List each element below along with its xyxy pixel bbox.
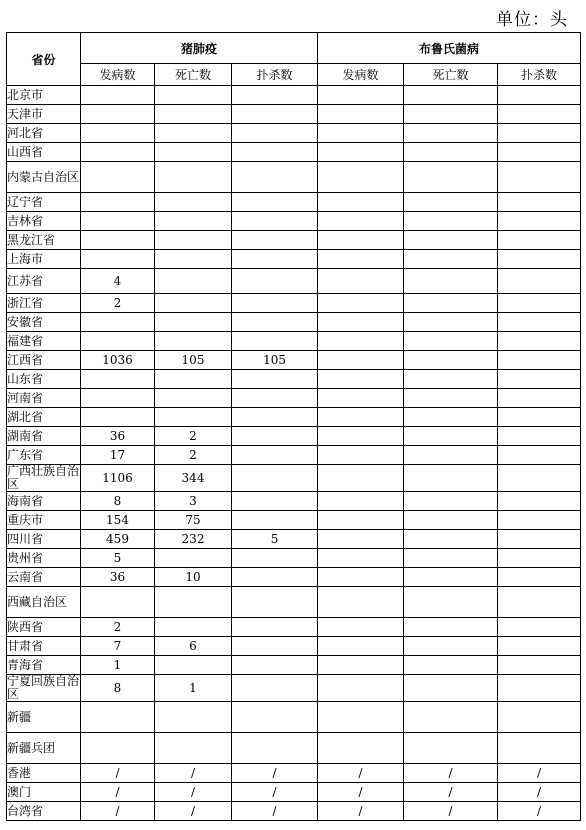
value-cell [155,143,232,162]
value-cell [81,408,155,427]
value-cell [81,313,155,332]
value-cell [498,733,581,764]
value-cell [318,702,404,733]
value-cell [498,656,581,675]
value-cell [498,231,581,250]
province-cell: 河南省 [7,389,81,408]
value-cell [498,193,581,212]
value-cell [318,332,404,351]
value-cell [81,231,155,250]
value-cell [155,86,232,105]
value-cell [318,124,404,143]
value-cell [498,446,581,465]
value-cell [498,162,581,193]
value-cell [81,143,155,162]
province-cell: 湖南省 [7,427,81,446]
table-row [7,332,581,351]
value-cell [232,332,318,351]
province-cell: 内蒙古自治区 [7,162,81,193]
value-cell: / [404,802,498,821]
table-row [7,465,581,492]
value-cell [318,637,404,656]
value-cell [318,162,404,193]
column-header: 死亡数 [404,64,498,86]
value-cell [318,193,404,212]
value-cell [318,446,404,465]
value-cell [155,162,232,193]
value-cell [232,408,318,427]
value-cell [232,162,318,193]
value-cell [318,231,404,250]
value-cell [404,530,498,549]
value-cell [155,370,232,389]
value-cell [404,193,498,212]
value-cell [155,389,232,408]
value-cell [498,143,581,162]
table-row [7,530,581,549]
group-header-swine-pasteurellosis: 猪肺疫 [81,33,318,64]
province-cell: 湖北省 [7,408,81,427]
value-cell [81,162,155,193]
province-cell: 陕西省 [7,618,81,637]
province-cell: 广东省 [7,446,81,465]
value-cell [155,231,232,250]
value-cell: / [155,783,232,802]
value-cell [404,370,498,389]
value-cell [232,250,318,269]
unit-label: 单位：头 [496,10,568,30]
province-cell: 江苏省 [7,269,81,294]
value-cell [498,675,581,702]
table-row [7,446,581,465]
value-cell [318,618,404,637]
value-cell: 2 [81,618,155,637]
value-cell: / [318,783,404,802]
value-cell [404,549,498,568]
value-cell [232,313,318,332]
value-cell [498,269,581,294]
value-cell: 105 [155,351,232,370]
value-cell [155,250,232,269]
province-cell: 台湾省 [7,802,81,821]
value-cell [318,408,404,427]
value-cell: 10 [155,568,232,587]
value-cell [232,269,318,294]
value-cell [498,332,581,351]
value-cell [318,269,404,294]
value-cell [498,568,581,587]
province-cell: 澳门 [7,783,81,802]
province-cell: 浙江省 [7,294,81,313]
value-cell [81,370,155,389]
province-cell: 山东省 [7,370,81,389]
table-row [7,492,581,511]
value-cell [404,511,498,530]
value-cell [232,675,318,702]
column-header: 死亡数 [155,64,232,86]
value-cell [232,702,318,733]
value-cell: 459 [81,530,155,549]
value-cell [232,370,318,389]
value-cell [498,549,581,568]
value-cell: 36 [81,568,155,587]
value-cell [404,492,498,511]
value-cell [155,702,232,733]
value-cell [318,549,404,568]
value-cell [318,143,404,162]
province-cell: 天津市 [7,105,81,124]
province-cell: 香港 [7,764,81,783]
value-cell [404,86,498,105]
value-cell [404,637,498,656]
value-cell: 36 [81,427,155,446]
value-cell [155,124,232,143]
value-cell [318,733,404,764]
value-cell [232,212,318,231]
value-cell [318,427,404,446]
value-cell [498,587,581,618]
value-cell: 6 [155,637,232,656]
table-row [7,802,581,821]
value-cell: 1 [155,675,232,702]
value-cell [498,351,581,370]
value-cell [404,465,498,492]
province-header: 省份 [7,33,81,86]
value-cell [318,351,404,370]
value-cell: / [498,802,581,821]
value-cell [81,332,155,351]
value-cell [155,294,232,313]
value-cell [498,389,581,408]
province-cell: 河北省 [7,124,81,143]
province-cell: 四川省 [7,530,81,549]
value-cell: / [498,764,581,783]
province-cell: 海南省 [7,492,81,511]
value-cell [318,568,404,587]
value-cell [155,587,232,618]
value-cell: 105 [232,351,318,370]
province-cell: 辽宁省 [7,193,81,212]
value-cell [232,637,318,656]
table-row [7,250,581,269]
table-row [7,637,581,656]
value-cell [232,465,318,492]
value-cell [318,465,404,492]
table-row [7,427,581,446]
province-cell: 新疆兵团 [7,733,81,764]
table-row [7,702,581,733]
value-cell [155,656,232,675]
table-row [7,162,581,193]
table-row [7,389,581,408]
value-cell [232,143,318,162]
table-row [7,587,581,618]
value-cell [404,143,498,162]
value-cell [498,530,581,549]
value-cell [404,587,498,618]
value-cell [404,294,498,313]
value-cell [155,408,232,427]
table-row [7,549,581,568]
value-cell: 2 [155,427,232,446]
value-cell: / [81,764,155,783]
value-cell [232,124,318,143]
value-cell [318,656,404,675]
value-cell [155,269,232,294]
table-row [7,124,581,143]
value-cell [404,269,498,294]
province-cell: 北京市 [7,86,81,105]
value-cell: 8 [81,675,155,702]
value-cell [498,212,581,231]
value-cell: 232 [155,530,232,549]
value-cell [155,212,232,231]
value-cell [404,105,498,124]
value-cell [498,427,581,446]
value-cell [404,733,498,764]
value-cell [81,733,155,764]
province-cell: 云南省 [7,568,81,587]
value-cell: 1 [81,656,155,675]
value-cell [232,105,318,124]
table-row [7,231,581,250]
value-cell [155,313,232,332]
value-cell [498,618,581,637]
value-cell [404,656,498,675]
value-cell [404,250,498,269]
value-cell [404,313,498,332]
value-cell: / [232,764,318,783]
table-row [7,269,581,294]
value-cell: / [404,764,498,783]
value-cell [404,618,498,637]
table-row [7,212,581,231]
province-cell: 广西壮族自治区 [7,464,80,491]
value-cell [232,294,318,313]
value-cell [232,427,318,446]
value-cell [232,587,318,618]
province-cell: 新疆 [7,702,81,733]
value-cell [404,231,498,250]
province-cell: 重庆市 [7,511,81,530]
value-cell [498,313,581,332]
province-cell: 福建省 [7,332,81,351]
column-header: 扑杀数 [498,64,581,86]
value-cell: 344 [155,465,232,492]
value-cell: / [81,783,155,802]
value-cell [81,105,155,124]
value-cell [318,492,404,511]
table-body [7,86,581,821]
value-cell [404,427,498,446]
value-cell [81,250,155,269]
province-cell: 江西省 [7,351,81,370]
table-row [7,86,581,105]
province-cell: 吉林省 [7,212,81,231]
group-header-brucellosis: 布鲁氏菌病 [318,33,581,64]
value-cell [318,587,404,618]
province-cell: 黑龙江省 [7,231,81,250]
value-cell [404,332,498,351]
value-cell [404,675,498,702]
value-cell [404,446,498,465]
value-cell [498,124,581,143]
value-cell [404,351,498,370]
province-cell: 西藏自治区 [7,587,81,618]
value-cell: / [232,783,318,802]
table-row [7,733,581,764]
table-row [7,764,581,783]
value-cell [318,212,404,231]
table-row [7,193,581,212]
value-cell: / [81,802,155,821]
value-cell [498,370,581,389]
province-cell: 上海市 [7,250,81,269]
table-row [7,105,581,124]
table-row [7,143,581,162]
value-cell [498,86,581,105]
table-row [7,675,581,702]
value-cell [318,389,404,408]
value-cell [498,408,581,427]
table-row [7,313,581,332]
value-cell [232,656,318,675]
table-row [7,656,581,675]
value-cell [404,212,498,231]
value-cell [81,193,155,212]
column-header: 发病数 [318,64,404,86]
value-cell: 2 [81,294,155,313]
value-cell [318,675,404,702]
value-cell [232,492,318,511]
value-cell [498,511,581,530]
value-cell: / [318,764,404,783]
value-cell [404,408,498,427]
value-cell [155,332,232,351]
value-cell [404,162,498,193]
value-cell [318,294,404,313]
value-cell: 75 [155,511,232,530]
value-cell: 2 [155,446,232,465]
province-cell: 贵州省 [7,549,81,568]
column-header: 扑杀数 [232,64,318,86]
value-cell [232,86,318,105]
value-cell: / [498,783,581,802]
value-cell: 154 [81,511,155,530]
value-cell [404,568,498,587]
value-cell [498,250,581,269]
value-cell [155,549,232,568]
value-cell [404,389,498,408]
header-row-groups [7,33,581,64]
value-cell [498,637,581,656]
value-cell: 5 [81,549,155,568]
value-cell [81,587,155,618]
value-cell [318,86,404,105]
value-cell [81,212,155,231]
value-cell [155,733,232,764]
value-cell [318,105,404,124]
value-cell [81,124,155,143]
value-cell: 7 [81,637,155,656]
column-header: 发病数 [81,64,155,86]
value-cell: 8 [81,492,155,511]
value-cell [81,86,155,105]
value-cell: 1036 [81,351,155,370]
value-cell: / [404,783,498,802]
value-cell [232,446,318,465]
value-cell [232,193,318,212]
value-cell [498,465,581,492]
value-cell [318,313,404,332]
province-cell: 甘肃省 [7,637,81,656]
value-cell [232,549,318,568]
province-cell: 山西省 [7,143,81,162]
value-cell [155,618,232,637]
value-cell [232,231,318,250]
value-cell [498,702,581,733]
table-row [7,511,581,530]
province-cell: 青海省 [7,656,81,675]
province-cell: 宁夏回族自治区 [7,674,80,701]
value-cell [404,702,498,733]
value-cell [498,105,581,124]
value-cell [232,389,318,408]
value-cell [232,568,318,587]
table-row [7,618,581,637]
value-cell [318,530,404,549]
value-cell [232,618,318,637]
table-row [7,294,581,313]
value-cell [232,511,318,530]
value-cell [404,124,498,143]
province-cell: 安徽省 [7,313,81,332]
table-row [7,568,581,587]
value-cell [81,389,155,408]
value-cell: 5 [232,530,318,549]
value-cell [232,733,318,764]
table-row [7,351,581,370]
table-row [7,408,581,427]
value-cell: / [155,802,232,821]
value-cell: / [318,802,404,821]
value-cell [498,492,581,511]
value-cell [498,294,581,313]
table-row [7,370,581,389]
value-cell [318,511,404,530]
value-cell [81,702,155,733]
value-cell: 17 [81,446,155,465]
value-cell: / [232,802,318,821]
header-row-columns [7,64,581,86]
disease-report-table [6,32,581,821]
value-cell [155,193,232,212]
value-cell: 1106 [81,465,155,492]
value-cell: 3 [155,492,232,511]
value-cell: / [155,764,232,783]
value-cell [318,370,404,389]
value-cell [318,250,404,269]
value-cell [155,105,232,124]
value-cell: 4 [81,269,155,294]
table-row [7,783,581,802]
